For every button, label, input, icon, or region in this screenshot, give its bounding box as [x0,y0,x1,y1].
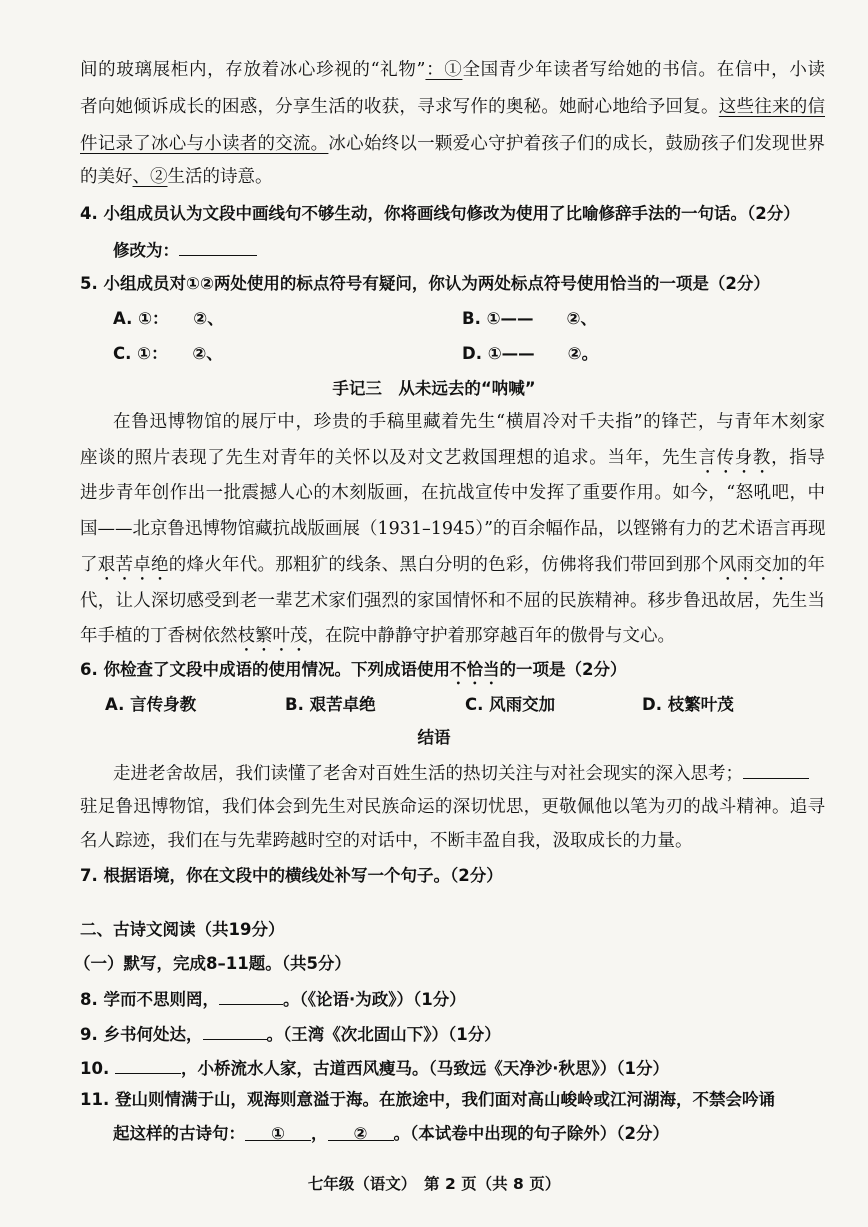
q6-option-d[interactable]: D. 枝繁叶茂 [642,695,734,714]
question-5: 5. 小组成员对①②两处使用的标点符号有疑问，你认为两处标点符号使用恰当的一项是（2分） [80,274,770,293]
idiom-dotted: 风雨交加 [718,555,790,575]
blank-number: ② [353,1124,368,1143]
q9-answer-blank[interactable] [203,1021,267,1040]
question-11-line2 [113,1122,825,1146]
question-6 [80,658,825,688]
text: 全国青少年读者写给她的书信。在信中，小读 [462,60,825,80]
text: 的一项是（2分） [499,660,627,679]
text: 。（本试卷中出现的句子除外）（2分） [393,1124,669,1143]
text: 8. 学而不思则罔， [80,990,219,1009]
question-10 [80,1055,825,1081]
answer-label: 修改为： [113,241,179,260]
q4-answer-line [113,237,825,263]
page-footer: 七年级（语文） 第 2 页（共 8 页） [307,1175,561,1193]
q6-option-b[interactable]: B. 艰苦卓绝 [285,695,376,714]
underlined-sentence: 件记录了冰心与小读者的交流。 [80,134,329,154]
text: 的年 [789,555,826,575]
text: 的烽火年代。那粗犷的线条、黑白分明的色彩，仿佛将我们带回到那个 [168,555,719,575]
emphasis-dotted: 不恰当 [450,660,500,679]
subsection-title: （一）默写，完成8–11题。（共5分） [74,954,351,973]
q5-option-b[interactable]: B. ①—— ②、 [462,309,598,328]
passage-line: 进步青年创作出一批震撼人心的木刻版画，在抗战宣传中发挥了重要作用。如今，“怒吼吧，中 [80,483,825,503]
question-8 [80,986,825,1012]
blank-number: ① [271,1124,285,1143]
text: ，在院中静静守护着那穿越百年的傲骨与文心。 [307,626,675,646]
part-title: 二、古诗文阅读（共19分） [80,920,285,939]
text: 9. 乡书何处达， [80,1025,203,1044]
passage-line [113,760,825,786]
passage-line: 在鲁迅博物馆的展厅中，珍贵的手稿里藏着先生“横眉冷对千夫指”的锋芒，与青年木刻家 [113,412,825,432]
passage-line: 国——北京鲁迅博物馆藏抗战版画展（1931–1945）”的百余幅作品，以铿锵有力的艺术语言再现 [80,519,826,539]
passage-line [80,132,825,156]
text: 10. [80,1059,110,1078]
passage-line [80,58,825,82]
q5-option-c[interactable]: C. ①： ②、 [113,344,223,363]
question-4: 4. 小组成员认为文段中画线句不够生动，你将画线句修改为使用了比喻修辞手法的一句话。（2分） [80,204,800,223]
q11-answer-blank-1[interactable] [245,1122,311,1141]
marked-punctuation-1: ：① [425,60,463,80]
question-11: 11. 登山则情满于山，观海则意溢于海。在旅途中，我们面对高山峻岭或江河湖海，不禁会吟诵 [80,1090,775,1109]
q6-option-a[interactable]: A. 言传身教 [105,695,197,714]
text: 座谈的照片表现了先生对青年的关怀以及对文艺救国理想的追求。当年，先生 [80,448,699,468]
marked-punctuation-2: 、② [132,167,168,187]
passage-line [80,624,825,656]
text: 年手植的丁香树依然 [80,626,238,646]
text: 了 [80,555,98,575]
passage-line [80,553,825,585]
idiom-dotted: 枝繁叶茂 [237,626,308,646]
underlined-sentence: 这些往来的信 [718,97,826,117]
q6-option-c[interactable]: C. 风雨交加 [465,695,556,714]
q8-answer-blank[interactable] [219,986,283,1005]
question-9 [80,1021,825,1047]
text: 者向她倾诉成长的困惑，分享生活的收获，寻求写作的奥秘。她耐心地给予回复。 [80,97,719,117]
idiom-dotted: 言传身教 [698,448,772,468]
passage-line [80,446,825,478]
text: 生活的诗意。 [167,167,273,187]
q5-option-a[interactable]: A. ①： ②、 [113,309,224,328]
idiom-dotted: 艰苦卓绝 [97,555,169,575]
text: 起这样的古诗句： [113,1124,245,1143]
section-title: 结语 [417,728,451,747]
passage-line [80,95,825,119]
passage-line [80,165,825,189]
question-7: 7. 根据语境，你在文段中的横线处补写一个句子。（2分） [80,866,503,885]
q10-answer-blank[interactable] [115,1055,181,1074]
section-title: 手记三 从未远去的“呐喊” [332,379,536,398]
text: ， [311,1124,328,1143]
text: 间的玻璃展柜内，存放着冰心珍视的“礼物” [80,60,426,80]
passage-line: 代，让人深切感受到老一辈艺术家们强烈的家国情怀和不屈的民族精神。移步鲁迅故居，先生当 [80,591,825,611]
text: 。（王湾《次北固山下》）（1分） [266,1025,501,1044]
text: 。（《论语·为政》）（1分） [283,990,466,1009]
q4-answer-blank[interactable] [179,237,257,256]
text: ，指导 [771,448,825,468]
q7-answer-blank[interactable] [743,760,809,779]
passage-line: 驻足鲁迅博物馆，我们体会到先生对民族命运的深切忧思，更敬佩他以笔为刃的战斗精神。追寻 [80,797,825,817]
text: 走进老舍故居，我们读懂了老舍对百姓生活的热切关注与对社会现实的深入思考； [113,764,743,784]
q11-answer-blank-2[interactable] [328,1122,394,1141]
text: 6. 你检查了文段中成语的使用情况。下列成语使用 [80,660,450,679]
text: 冰心始终以一颗爱心守护着孩子们的成长，鼓励孩子们发现世界 [328,134,826,154]
text: ，小桥流水人家，古道西风瘦马。（马致远《天净沙·秋思》）（1分） [180,1059,669,1078]
q5-option-d[interactable]: D. ①—— ②。 [462,344,599,363]
text: 的美好 [80,167,133,187]
passage-line: 名人踪迹，我们在与先辈跨越时空的对话中，不断丰盈自我，汲取成长的力量。 [80,831,693,851]
